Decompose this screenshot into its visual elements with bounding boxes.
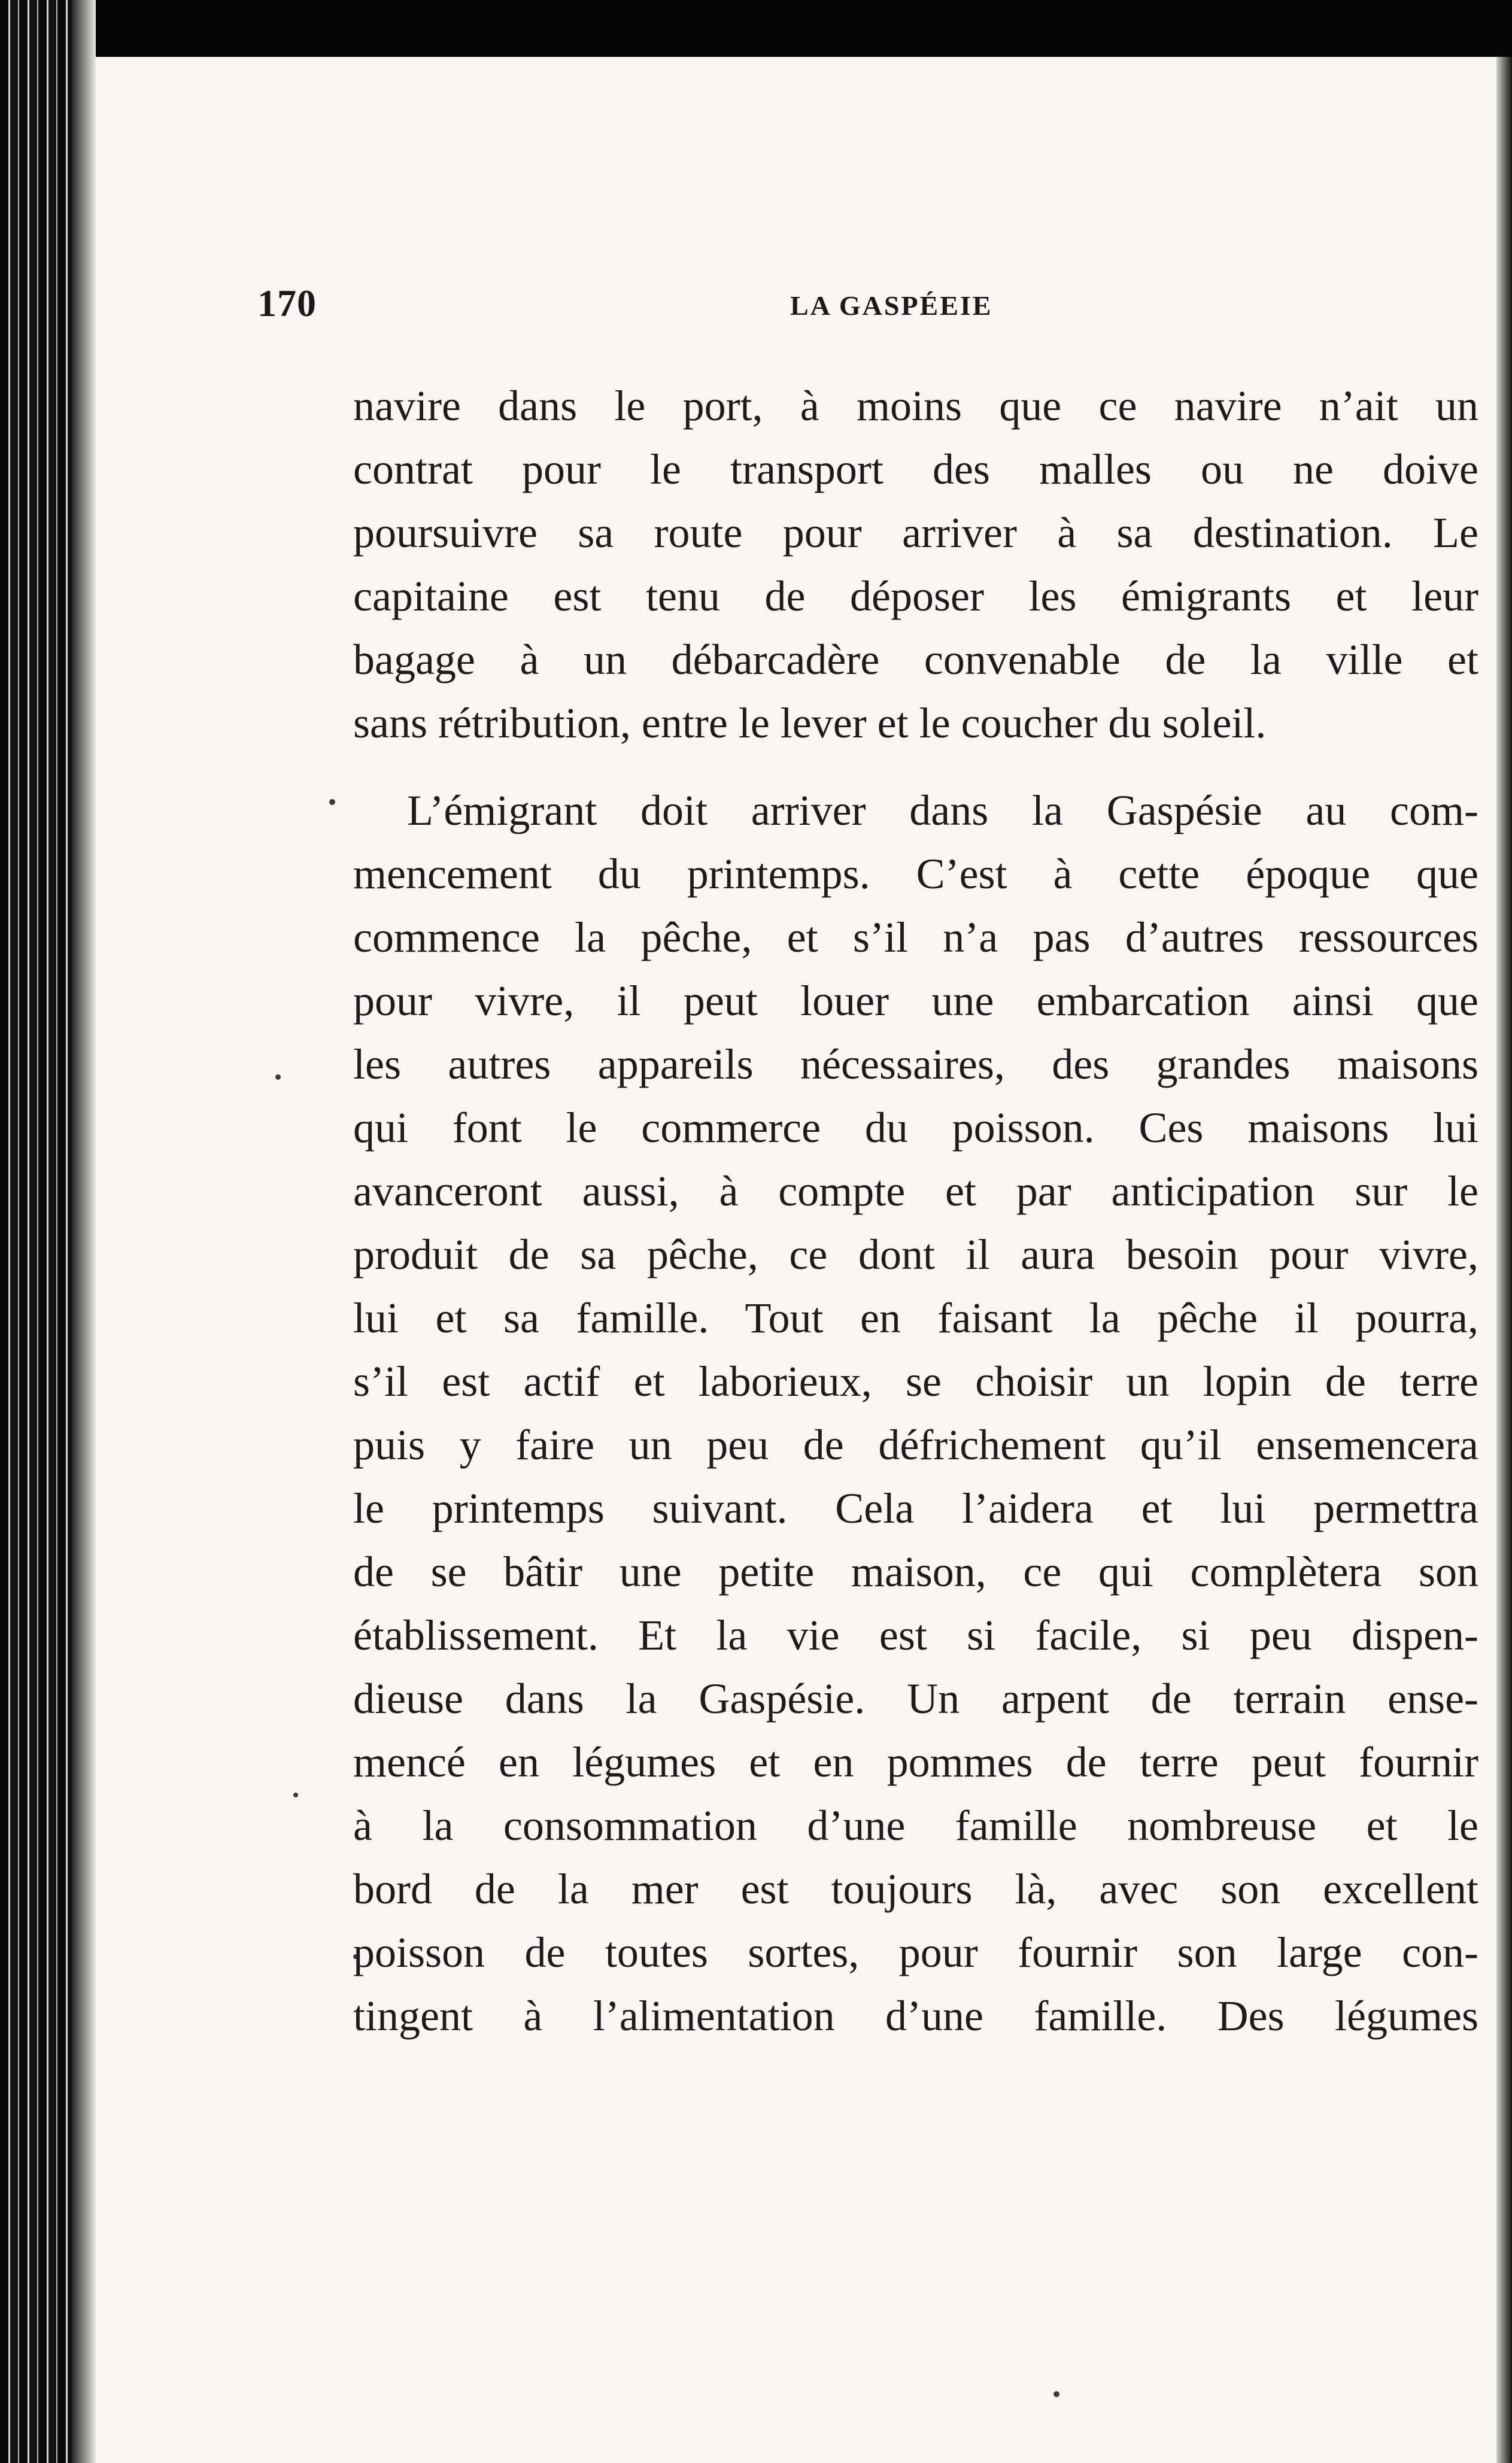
text-line: sans rétribution, entre le lever et le coucher du soleil. [353,699,1267,747]
text-line: dieuse dans la Gaspésie. Un arpent de terrain ense- [353,1675,1478,1723]
scan-speck [293,1793,298,1797]
text-line: tingent à l’alimentation d’une famille. Des légumes [353,1992,1478,2040]
text-line: capitaine est tenu de déposer les émigrants et leur [353,572,1478,620]
text-line: produit de sa pêche, ce dont il aura besoin pour vivre, [353,1231,1478,1278]
book-binding-edge [0,0,96,2463]
text-line: qui font le commerce du poisson. Ces maisons lui [353,1104,1478,1152]
text-line: les autres appareils nécessaires, des grandes maisons [353,1040,1478,1088]
running-header [257,281,1077,335]
text-line: s’il est actif et laborieux, se choisir un lopin de terre [353,1357,1478,1405]
text-line: le printemps suivant. Cela l’aidera et lui permettra [353,1484,1478,1532]
scan-speck [1053,2391,1059,2397]
text-line: mencé en légumes et en pommes de terre peut fournir [353,1738,1478,1786]
scan-top-border [0,0,1512,57]
text-line: établissement. Et la vie est si facile, si peu dispen- [353,1611,1478,1659]
text-line: avanceront aussi, à compte et par anticipation sur le [353,1167,1478,1215]
page-right-edge [1496,57,1512,2463]
paragraph [353,374,1478,755]
text-line: poisson de toutes sortes, pour fournir son large con- [353,1929,1478,1976]
text-line: poursuivre sa route pour arriver à sa destination. Le [353,509,1478,557]
paragraph [353,779,1478,2048]
text-line: commence la pêche, et s’il n’a pas d’autres ressources [353,913,1478,961]
text-line: lui et sa famille. Tout en faisant la pêche il pourra, [353,1294,1478,1342]
text-line: de se bâtir une petite maison, ce qui complètera son [353,1548,1478,1596]
scan-speck [275,1074,281,1080]
body-text [353,374,1478,2048]
text-line: L’émigrant doit arriver dans la Gaspésie au com- [407,786,1478,834]
running-title: LA GASPÉEIE [790,290,993,321]
text-line: bord de la mer est toujours là, avec son excellent [353,1865,1478,1913]
text-line: pour vivre, il peut louer une embarcation ainsi que [353,977,1478,1025]
text-line: puis y faire un peu de défrichement qu’il ensemencera [353,1421,1478,1469]
text-line: bagage à un débarcadère convenable de la ville et [353,636,1478,684]
page-number: 170 [257,282,317,324]
text-line: à la consommation d’une famille nombreuse et le [353,1802,1478,1849]
scan-speck [329,799,335,805]
text-line: mencement du printemps. C’est à cette époque que [353,850,1478,898]
text-line: navire dans le port, à moins que ce navire n’ait un [353,382,1478,430]
text-line: contrat pour le transport des malles ou ne doive [353,445,1478,493]
paragraph-gap [353,755,1478,779]
